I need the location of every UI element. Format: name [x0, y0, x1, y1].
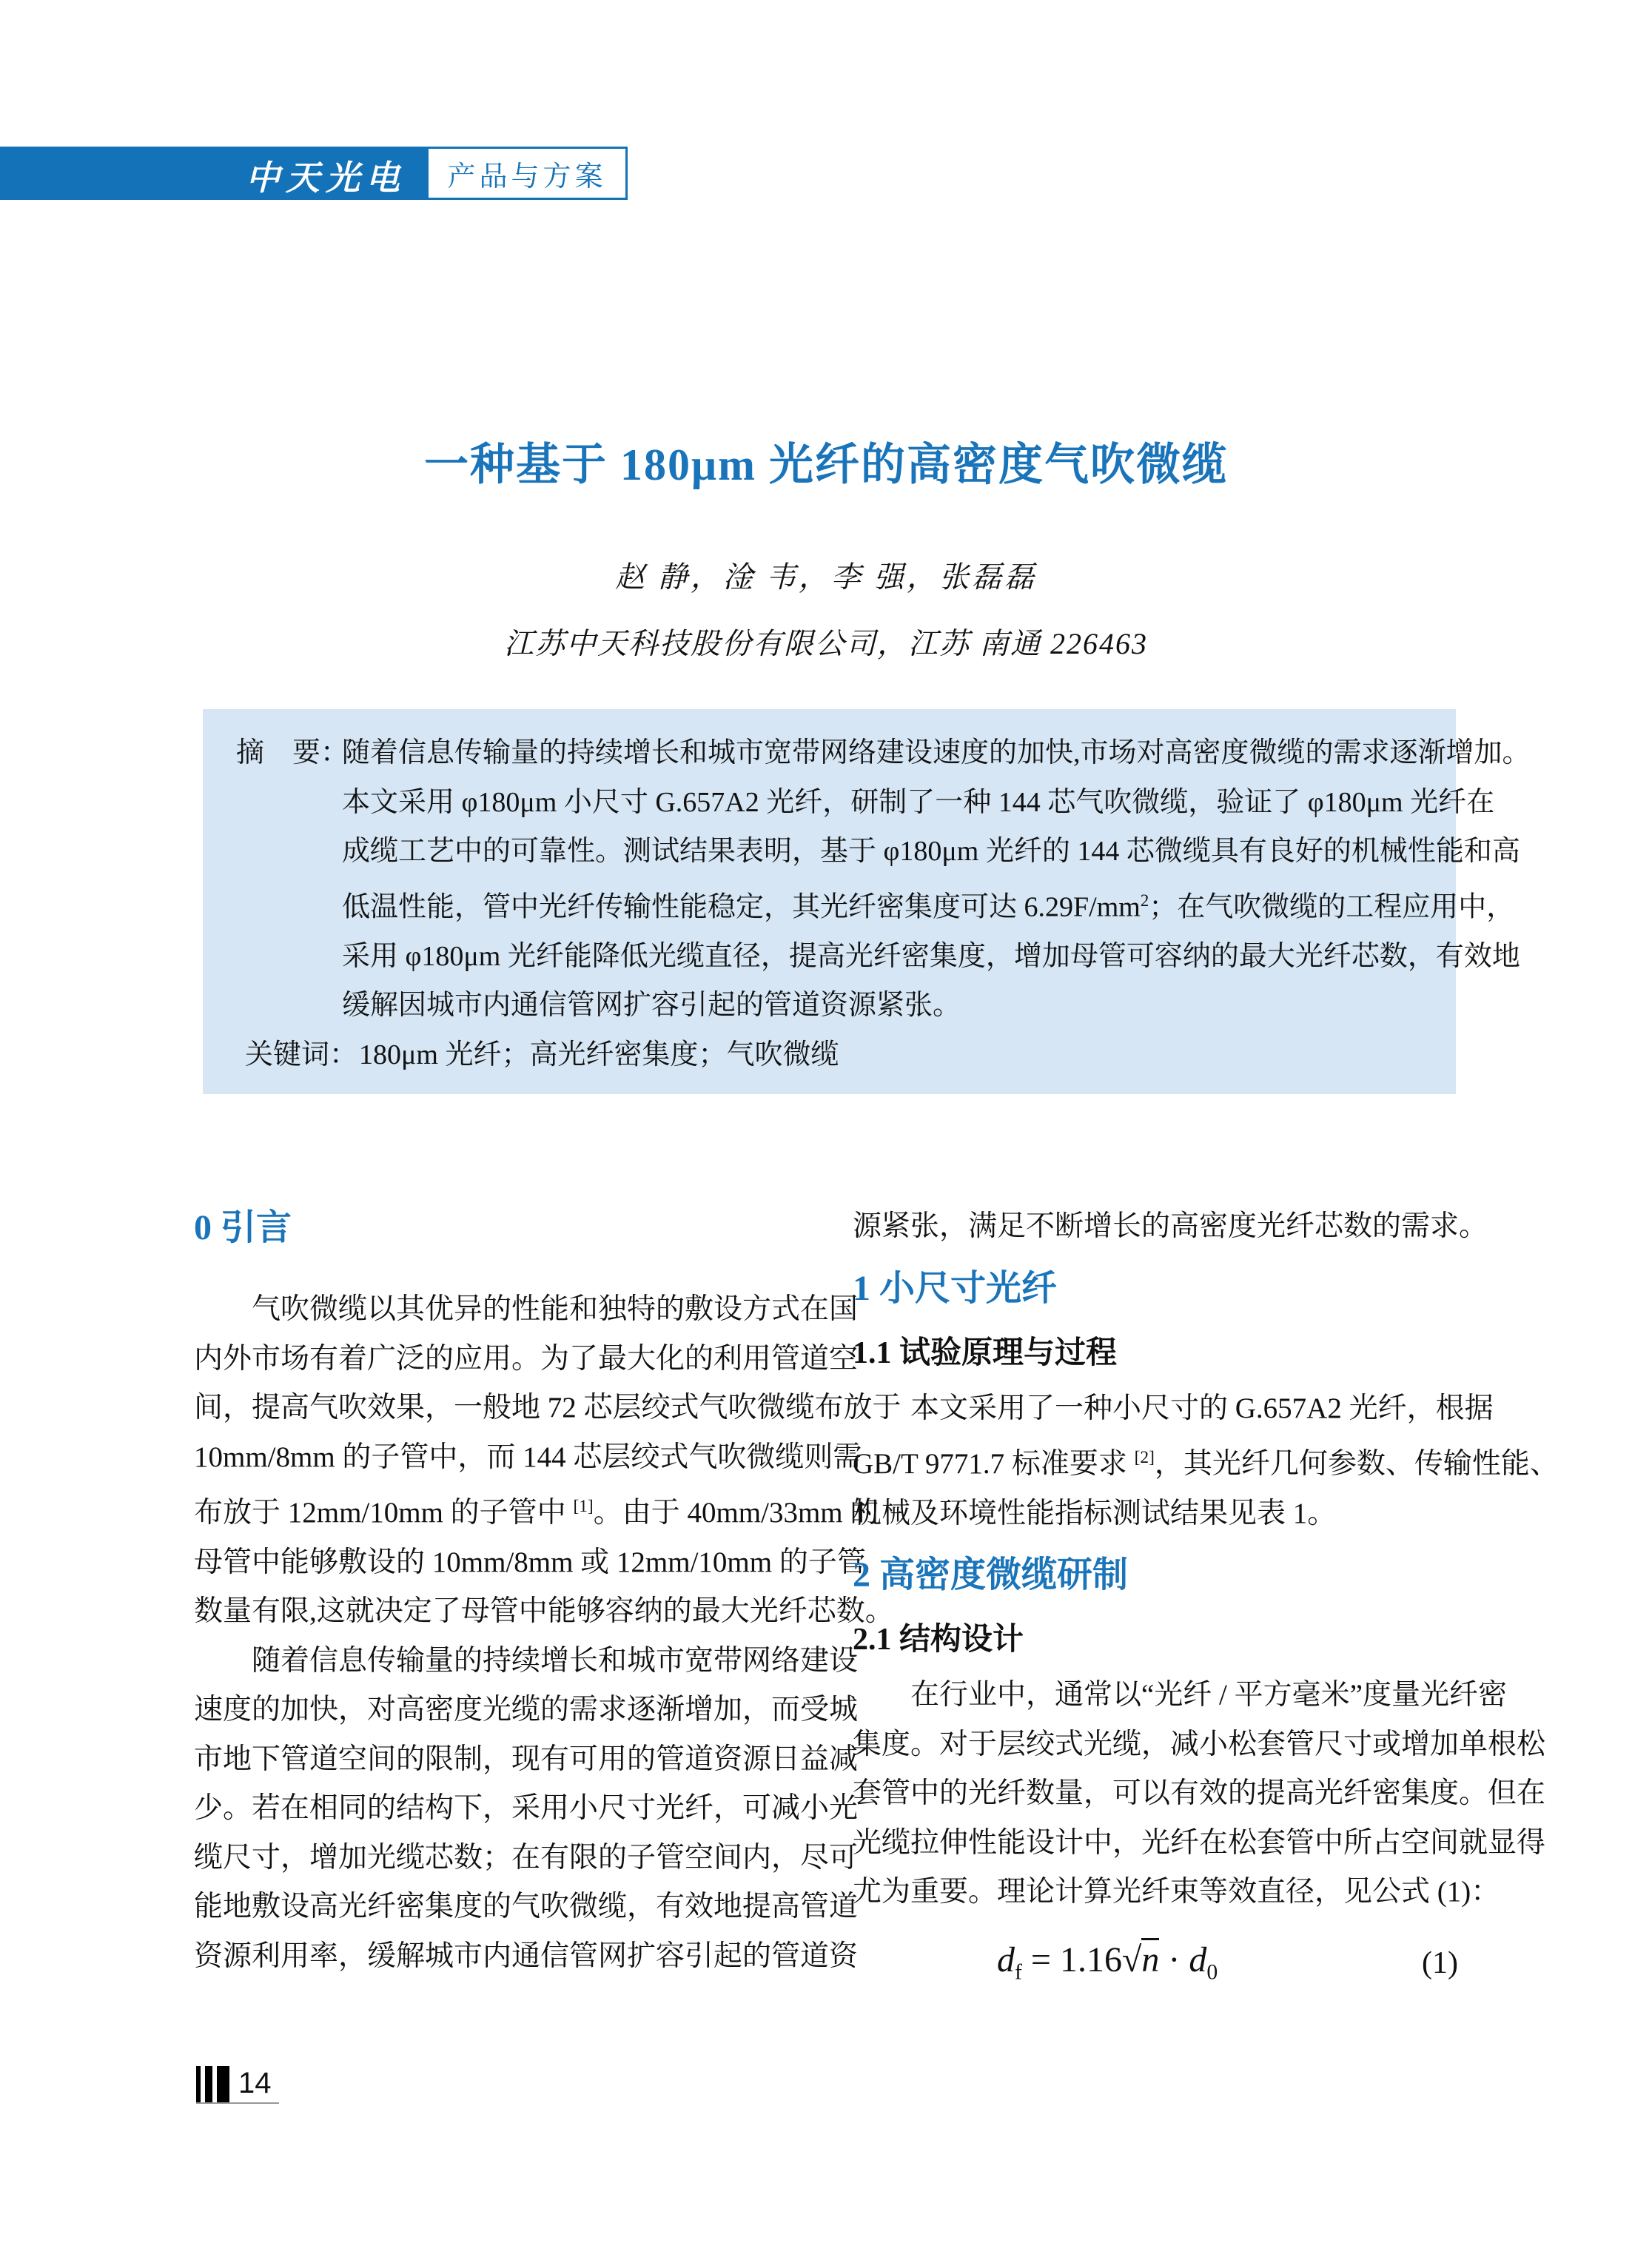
abstract-label: 摘 要：	[236, 737, 349, 768]
body-line: 少。若在相同的结构下，采用小尺寸光纤，可减小光	[194, 1792, 859, 1824]
abstract-line: 随着信息传输量的持续增长和城市宽带网络建设速度的加快,市场对高密度微缆的需求逐渐增加。	[342, 737, 1531, 768]
body-line: 速度的加快，对高密度光缆的需求逐渐增加，而受城	[194, 1694, 859, 1726]
abstract-line: 低温性能，管中光纤传输性能稳定，其光纤密集度可达 $6.29F/mm^2$；在气吹微缆的工程应用中，	[342, 891, 1515, 923]
section-heading: 1 小尺寸光纤	[853, 1268, 1058, 1308]
footer-bars-icon	[196, 2066, 229, 2102]
body-line: 套管中的光纤数量，可以有效的提高光纤密集度。但在	[853, 1777, 1546, 1809]
affiliation-line: 江苏中天科技股份有限公司，江苏 南通 226463	[504, 627, 1148, 660]
equation-number: (1)	[1422, 1945, 1458, 1980]
body-line: 气吹微缆以其优异的性能和独特的敷设方式在国	[252, 1293, 859, 1325]
abstract-line: 缓解因城市内通信管网扩容引起的管道资源紧张。	[342, 990, 961, 1022]
keywords-line	[245, 1030, 1531, 1080]
body-line: 源紧张，满足不断增长的高密度光纤芯数的需求。	[853, 1210, 1488, 1242]
section-heading-intro: 0 引言	[194, 1208, 292, 1247]
body-line: 数量有限,这就决定了母管中能够容纳的最大光纤芯数。	[194, 1595, 894, 1627]
body-line: 尤为重要。理论计算光纤束等效直径，见公式 (1)：	[853, 1876, 1500, 1908]
right-column	[853, 1202, 1559, 1990]
header-band	[0, 147, 426, 200]
body-line: GB/T 9771.7 标准要求 [2]，其光纤几何参数、传输性能、	[853, 1448, 1559, 1480]
brand-logo: 中天光电	[246, 159, 406, 197]
body-line: 机械及环境性能指标测试结果见表 1。	[853, 1497, 1337, 1529]
abstract-line: 本文采用 φ180μm 小尺寸 G.657A2 光纤，研制了一种 144 芯气吹微缆，验证了 φ180μm 光纤在	[342, 786, 1495, 818]
body-line: 缆尺寸，增加光缆芯数；在有限的子管空间内，尽可	[194, 1841, 859, 1874]
sub-heading: 1.1 试验原理与过程	[853, 1335, 1118, 1370]
column-tag-box	[426, 147, 628, 200]
body-line: 布放于 12mm/10mm 的子管中 [1]。由于 40mm/33mm 的	[194, 1497, 879, 1529]
authors-line: 赵 静，淦 韦，李 强，张磊磊	[615, 560, 1037, 594]
column-tag-label: 产品与方案	[447, 161, 607, 192]
body-line: 集度。对于层绞式光缆，减小松套管尺寸或增加单根松	[853, 1728, 1546, 1760]
body-line: 间，提高气吹效果，一般地 72 芯层绞式气吹微缆布放于	[194, 1392, 901, 1424]
keywords-label: 关键词：	[245, 1039, 358, 1070]
page-title: 一种基于 180μm 光纤的高密度气吹微缆	[424, 440, 1228, 489]
body-line: 能地敷设高光纤密集度的气吹微缆，有效地提高管道	[194, 1891, 859, 1922]
body-line: 母管中能够敷设的 10mm/8mm 或 12mm/10mm 的子管	[194, 1546, 866, 1578]
body-line: 在行业中，通常以“光纤 / 平方毫米”度量光纤密	[910, 1679, 1507, 1711]
left-column	[194, 1202, 901, 1981]
section-heading: 2 高密度微缆研制	[853, 1555, 1129, 1595]
body-line: 10mm/8mm 的子管中，而 144 芯层绞式气吹微缆则需	[194, 1441, 862, 1473]
left-column-lines	[194, 1285, 901, 1981]
body-line: 内外市场有着广泛的应用。为了最大化的利用管道空	[194, 1342, 859, 1375]
sub-heading: 2.1 结构设计	[853, 1623, 1024, 1657]
body-line: 资源利用率，缓解城市内通信管网扩容引起的管道资	[194, 1939, 859, 1972]
abstract-box	[203, 709, 1531, 1094]
page-number: 14	[238, 2067, 272, 2099]
body-line: 光缆拉伸性能设计中，光纤在松套管中所占空间就显得	[853, 1826, 1546, 1859]
body-line: 本文采用了一种小尺寸的 G.657A2 光纤，根据	[910, 1392, 1494, 1424]
abstract-line: 成缆工艺中的可靠性。测试结果表明，基于 φ180μm 光纤的 144 芯微缆具有良好的机械性能和高	[342, 836, 1520, 867]
keywords-text: 180μm 光纤；高光纤密集度；气吹微缆	[359, 1039, 839, 1070]
body-line: 市地下管道空间的限制，现有可用的管道资源日益减	[194, 1743, 859, 1775]
equation-1: $d_f = 1.16√n \cdot d_0$ (1)	[853, 1931, 1463, 1990]
abstract-line: 采用 φ180μm 光纤能降低光缆直径，提高光纤密集度，增加母管可容纳的最大光纤芯数，有效地	[342, 940, 1520, 972]
body-line: 随着信息传输量的持续增长和城市宽带网络建设	[252, 1644, 859, 1677]
footer-rule	[196, 2102, 279, 2104]
